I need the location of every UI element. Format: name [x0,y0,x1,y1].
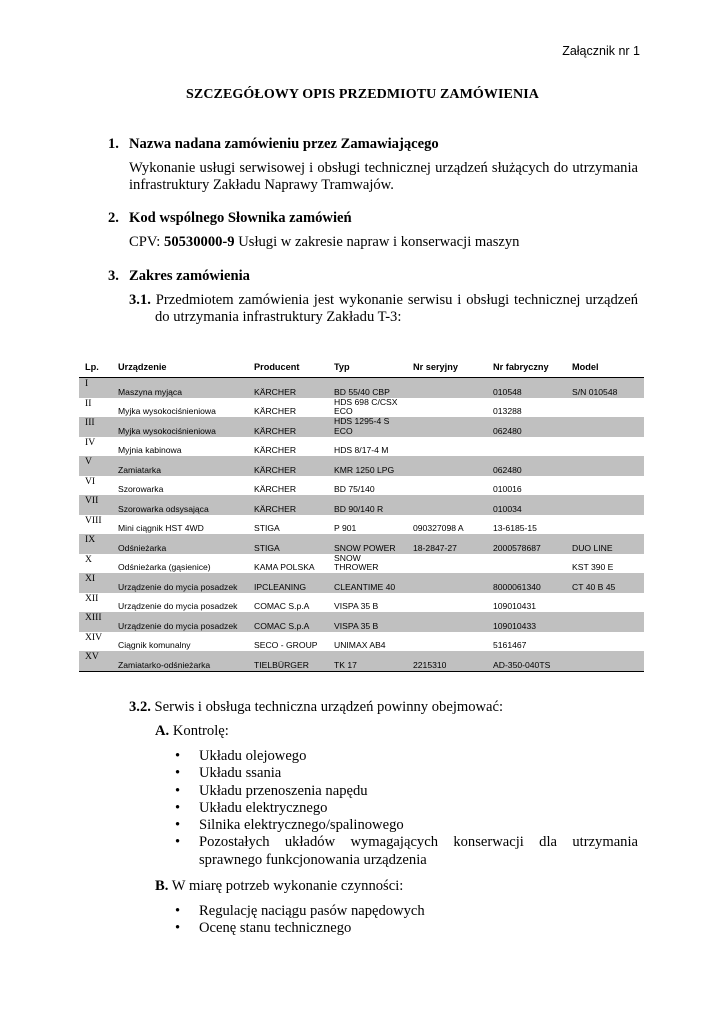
cell-factory-number: 2000578687 [485,534,564,554]
list-item: • Układu przenoszenia napędu [175,782,368,799]
table-row [79,651,644,671]
section-1-heading: Nazwa nadana zamówieniu przez Zamawiającego [129,136,439,152]
document-title: SZCZEGÓŁOWY OPIS PRZEDMIOTU ZAMÓWIENIA [186,87,539,102]
cell-model [564,515,644,535]
list-item: • Regulację naciągu pasów napędowych [175,903,425,919]
table-row [79,378,644,398]
section-3-heading: Zakres zamówienia [129,268,250,284]
cell-row-number: XIII [79,612,110,632]
subsection-3-1-text: Przedmiotem zamówienia jest wykonanie serwisu i obsługi technicznej urządzeń do utrzymania infrastruktury Zakładu T-3: [155,292,638,325]
cell-row-number: III [79,417,110,437]
subsection-3-1-number: 3.1. [129,292,151,308]
table-row [79,515,644,535]
subsection-3-2 [129,699,638,716]
cell-factory-number: 109010433 [485,612,564,632]
cell-serial-number: 090327098 A [413,523,464,534]
cell-row-number: V [79,456,110,476]
part-b [155,878,664,895]
bullet-icon: • [175,920,181,937]
cell-factory-number: 013288 [493,406,522,417]
equipment-table [79,357,644,672]
column-header: Lp. [79,357,110,378]
cell-producer: KÄRCHER [254,484,297,495]
table-row [79,437,644,457]
cpv-line [129,234,638,251]
cpv-text: Usługi w zakresie napraw i konserwacji maszyn [238,234,520,250]
cell-producer: COMAC S.p.A [254,601,310,612]
cell-factory-number [485,554,564,574]
cell-producer: KÄRCHER [254,406,297,417]
cell-model [564,476,644,496]
cell-device: Zamiatarko-odśnieżarka [110,651,246,671]
column-header: Typ [326,357,405,378]
cell-row-number: XV [79,651,110,671]
table-row [79,476,644,496]
cell-row-number: IV [85,436,96,448]
list-item: • Układu elektrycznego [175,799,328,816]
column-header: Urządzenie [110,357,246,378]
cell-factory-number [485,437,564,457]
cell-serial-number [405,632,485,652]
part-b-list [175,903,638,938]
table-row [79,554,644,574]
section-1-number: 1. [108,136,119,152]
cell-factory-number: 5161467 [493,640,527,651]
part-b-label: B. [155,878,169,894]
cell-model [564,398,644,418]
cell-model [564,495,644,515]
cell-serial-number [405,398,485,418]
cell-serial-number [405,573,485,593]
cell-type: SNOW POWER [326,534,405,554]
cell-serial-number [405,612,485,632]
cell-factory-number: 13-6185-15 [493,523,537,534]
cpv-code: 50530000-9 [164,234,235,250]
cell-device: Zamiatarka [110,456,246,476]
cell-device: Odśnieżarka [110,534,246,554]
cell-serial-number [405,417,485,437]
cell-producer: KÄRCHER [254,445,297,456]
table-row [79,632,644,652]
cell-serial-number [405,437,485,457]
cpv-label: CPV: [129,234,161,250]
column-header: Model [564,357,644,378]
cell-model [564,651,644,671]
cell-row-number: IX [79,534,110,554]
cell-producer: KAMA POLSKA [254,562,315,573]
cell-serial-number: 2215310 [405,651,485,671]
subsection-3-1 [129,292,638,326]
cell-device: Szorowarka odsysająca [110,495,246,515]
part-a-label: A. [155,723,170,739]
section-2-heading: Kod wspólnego Słownika zamówień [129,210,352,226]
bullet-icon: • [175,748,181,764]
cell-model: DUO LINE [564,534,644,554]
cell-device: Mini ciągnik HST 4WD [118,523,204,534]
cell-serial-number [405,495,485,515]
cell-device: Myjka wysokociśnieniowa [110,417,246,437]
cell-model [564,632,644,652]
section-2-number: 2. [108,210,119,226]
cell-row-number: VII [79,495,110,515]
cell-serial-number [405,554,485,574]
table-header-row [79,357,644,378]
cell-type: P 901 [334,523,357,534]
cell-model: S/N 010548 [564,378,644,398]
cell-model [564,612,644,632]
cell-row-number: VIII [85,514,102,526]
cell-factory-number: AD-350-040TS [485,651,564,671]
cell-type: HDS 698 C/CSX ECO [334,396,398,417]
table-row [79,456,644,476]
cell-device: Myjka wysokociśnieniowa [118,406,216,417]
cell-row-number: X [85,553,92,565]
cell-serial-number [405,378,485,398]
cell-model [564,593,644,613]
cell-producer: IPCLEANING [246,573,326,593]
section-1-text: Wykonanie usługi serwisowej i obsługi technicznej urządzeń służących do utrzymania infrastruktury Zakładu Naprawy Tramwajów. [129,160,638,193]
cell-row-number: XII [85,592,99,604]
cell-model [564,437,644,457]
cell-type: BD 75/140 [334,484,375,495]
cell-row-number: XIV [85,631,103,643]
bullet-icon: • [175,765,181,782]
cell-device: Urządzenie do mycia posadzek [118,601,238,612]
cell-serial-number [405,476,485,496]
cell-producer: KÄRCHER [246,417,326,437]
cell-row-number: I [79,378,110,398]
cell-type: HDS 1295-4 S ECO [326,417,405,437]
cell-factory-number: 062480 [485,456,564,476]
cell-producer: KÄRCHER [246,456,326,476]
cell-device: Szorowarka [118,484,164,495]
column-header: Nr fabryczny [485,357,564,378]
table-row [79,534,644,554]
cell-type: VISPA 35 B [326,612,405,632]
cell-device: Urządzenie do mycia posadzek [110,612,246,632]
cell-producer: SECO - GROUP [254,640,318,651]
cell-serial-number [405,456,485,476]
cell-row-number: VI [85,475,96,487]
bullet-icon: • [175,799,181,816]
table-row [79,417,644,437]
cell-producer: STIGA [246,534,326,554]
cell-row-number: XI [79,573,110,593]
cell-factory-number: 010016 [493,484,522,495]
cell-producer: TIELBÜRGER [246,651,326,671]
subsection-3-2-text: Serwis i obsługa techniczna urządzeń powinny obejmować: [154,699,504,715]
part-a-text: Kontrolę: [172,723,229,739]
part-a [155,723,664,740]
list-item: • Ocenę stanu technicznego [175,920,352,937]
cell-producer: COMAC S.p.A [246,612,326,632]
cell-type: BD 55/40 CBP [326,378,405,398]
cell-producer: STIGA [254,523,280,534]
bullet-icon: • [175,817,181,834]
cell-type: SNOW THROWER [334,552,379,573]
cell-type: UNIMAX AB4 [334,640,386,651]
cell-device: Odśnieżarka (gąsienice) [118,562,211,573]
cell-model: KST 390 E [572,562,614,573]
list-item: • Silnika elektrycznego/spalinowego [175,817,404,834]
cell-type: CLEANTIME 40 [326,573,405,593]
cell-row-number: II [85,397,92,409]
list-item: • Pozostałych układów wymagających konserwacji dla utrzymania sprawnego funkcjonowania urządzenia [175,834,638,868]
cell-device: Maszyna myjąca [110,378,246,398]
table-row [79,495,644,515]
cell-factory-number: 109010431 [493,601,537,612]
cell-serial-number: 18-2847-27 [405,534,485,554]
cell-type: TK 17 [326,651,405,671]
column-header: Producent [246,357,326,378]
part-b-text: W miarę potrzeb wykonanie czynności: [171,878,404,894]
cell-factory-number: 8000061340 [485,573,564,593]
cell-type: VISPA 35 B [334,601,379,612]
cell-factory-number: 062480 [485,417,564,437]
cell-factory-number: 010548 [485,378,564,398]
table-row [79,573,644,593]
cell-type: KMR 1250 LPG [326,456,405,476]
cell-factory-number: 010034 [485,495,564,515]
table-row [79,593,644,613]
cell-producer: KÄRCHER [246,378,326,398]
list-item: • Układu olejowego [175,748,307,764]
cell-serial-number [405,593,485,613]
attachment-label: Załącznik nr 1 [562,44,640,58]
table-row [79,398,644,418]
cell-device: Urządzenie do mycia posadzek [110,573,246,593]
cell-device: Ciągnik komunalny [118,640,191,651]
cell-producer: KÄRCHER [246,495,326,515]
cell-model [564,456,644,476]
cell-device: Myjnia kabinowa [118,445,182,456]
section-3-number: 3. [108,268,119,284]
bullet-icon: • [175,782,181,799]
part-a-list [175,748,638,869]
subsection-3-2-number: 3.2. [129,699,151,715]
column-header: Nr seryjny [405,357,485,378]
cell-type: HDS 8/17-4 M [334,445,389,456]
bullet-icon: • [175,834,181,851]
cell-model [564,417,644,437]
bullet-icon: • [175,903,181,919]
cell-model: CT 40 B 45 [564,573,644,593]
cell-type: BD 90/140 R [326,495,405,515]
list-item: • Układu ssania [175,765,282,782]
table-row [79,612,644,632]
